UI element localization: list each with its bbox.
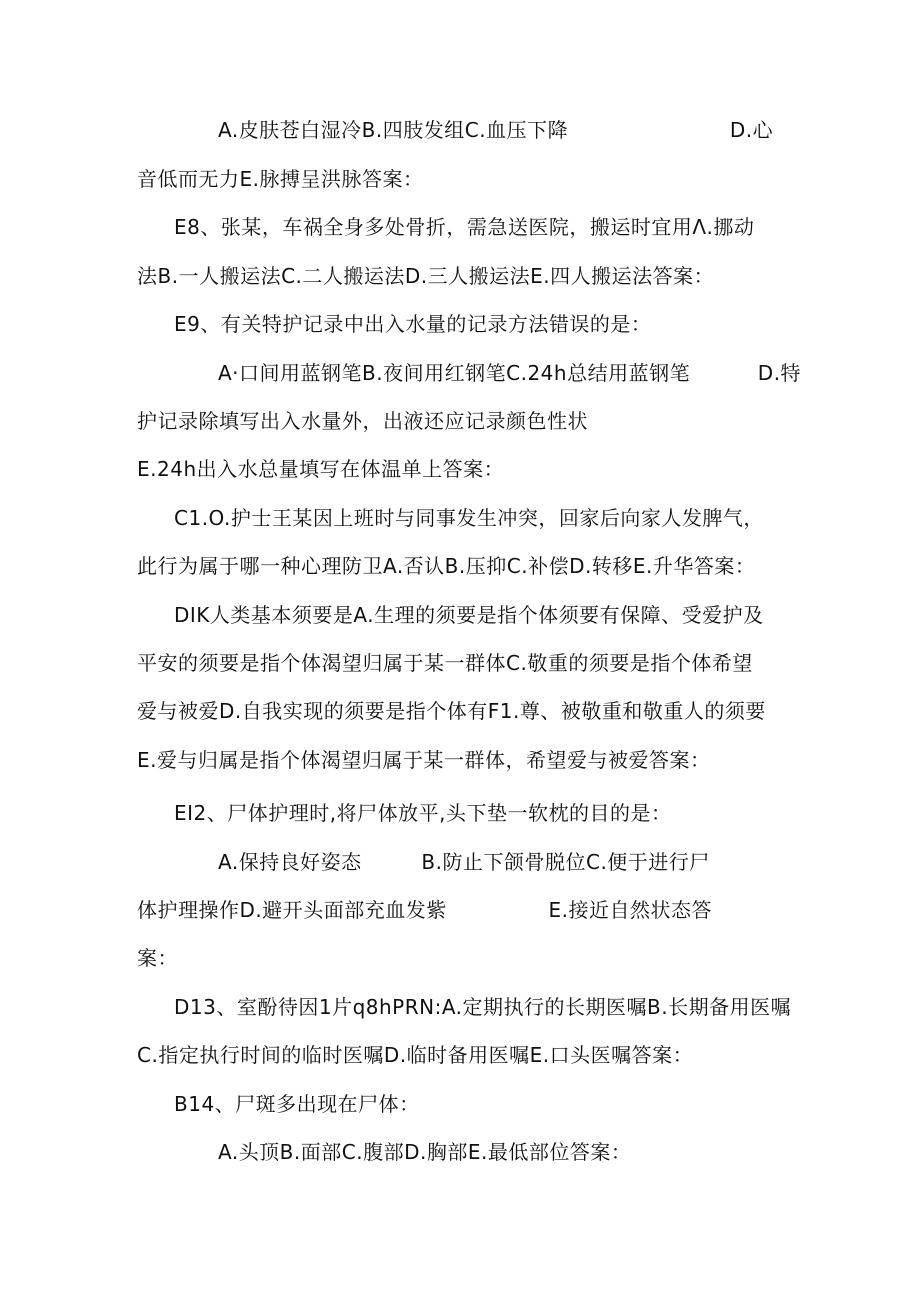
text-line bbox=[137, 944, 178, 972]
text-run: 音低而无力E.脉搏呈洪脉答案： bbox=[137, 167, 424, 191]
text-run: 此行为属于哪一种心理防卫A.否认B.压抑C.补偿D.转移E.升华答案： bbox=[137, 554, 756, 578]
option-line bbox=[218, 848, 710, 876]
text-line bbox=[137, 746, 711, 774]
text-run: 体护理操作D.避开头面部充血发紫 bbox=[137, 898, 447, 922]
text-run: DIK人类基本须要是A.生理的须要是指个体须要有保障、受爱护及 bbox=[174, 603, 764, 627]
text-run: D.特 bbox=[757, 361, 802, 385]
text-run: A·口间用蓝钢笔B.夜间用红钢笔C.24h总结用蓝钢笔 bbox=[218, 361, 691, 385]
text-run: B14、尸斑多出现在尸体： bbox=[174, 1092, 420, 1116]
text-line bbox=[137, 697, 766, 725]
option-line-shock-signs bbox=[218, 116, 773, 144]
text-run: A.保持良好姿态 bbox=[218, 850, 362, 874]
text-line bbox=[137, 896, 712, 924]
text-run: 爱与被爱D.自我实现的须要是指个体有F1.尊、被敬重和敬重人的须要 bbox=[137, 699, 766, 723]
text-run: A.皮肤苍白湿冷B.四肢发组C.血压下降 bbox=[218, 118, 569, 142]
text-line bbox=[137, 1041, 693, 1069]
text-run: 护记录除填写出入水量外，出液还应记录颜色性状 bbox=[137, 409, 588, 433]
text-run: E8、张某，车祸全身多处骨折，需急送医院，搬运时宜用Λ.挪动 bbox=[174, 215, 755, 239]
text-run: 平安的须要是指个体渴望归属于某一群体C.敬重的须要是指个体希望 bbox=[137, 651, 753, 675]
text-run: 案： bbox=[137, 946, 178, 970]
question-d13 bbox=[174, 993, 791, 1021]
text-run: B.防止下颌骨脱位C.便于进行尸 bbox=[421, 850, 710, 874]
text-line bbox=[137, 407, 588, 435]
text-run: C.指定执行时间的临时医嘱D.临时备用医嘱E.口头医嘱答案： bbox=[137, 1043, 694, 1067]
question-d11 bbox=[174, 601, 764, 629]
question-e8 bbox=[174, 213, 754, 241]
option-line bbox=[218, 1138, 631, 1166]
text-run: E.接近自然状态答 bbox=[548, 898, 712, 922]
text-run: 法B.一人搬运法C.二人搬运法D.三人搬运法E.四人搬运法答案： bbox=[137, 264, 715, 288]
text-line bbox=[137, 649, 753, 677]
text-line bbox=[137, 262, 714, 290]
text-run: A.头顶B.面部C.腹部D.胸部E.最低部位答案： bbox=[218, 1140, 632, 1164]
text-run: C1.O.护士王某因上班时与同事发生冲突，回家后向家人发脾气， bbox=[174, 506, 764, 530]
text-run: E9、有关特护记录中出入水量的记录方法错误的是： bbox=[174, 312, 652, 336]
text-run: D13、室酚待因1片q8hPRN:A.定期执行的长期医嘱B.长期备用医嘱 bbox=[174, 995, 792, 1019]
question-c10 bbox=[174, 504, 764, 532]
question-e12 bbox=[174, 799, 671, 827]
text-run: E.24h出入水总量填写在体温单上答案： bbox=[137, 457, 505, 481]
text-line bbox=[137, 165, 424, 193]
question-e9 bbox=[174, 310, 651, 338]
text-run: E.爱与归属是指个体渴望归属于某一群体，希望爱与被爱答案： bbox=[137, 748, 711, 772]
text-run: EI2、尸体护理时,将尸体放平,头下垫一软枕的目的是： bbox=[174, 801, 672, 825]
text-line bbox=[137, 552, 755, 580]
text-run: D.心 bbox=[729, 118, 774, 142]
text-line bbox=[137, 455, 504, 483]
question-b14 bbox=[174, 1090, 420, 1118]
option-line bbox=[218, 359, 801, 387]
